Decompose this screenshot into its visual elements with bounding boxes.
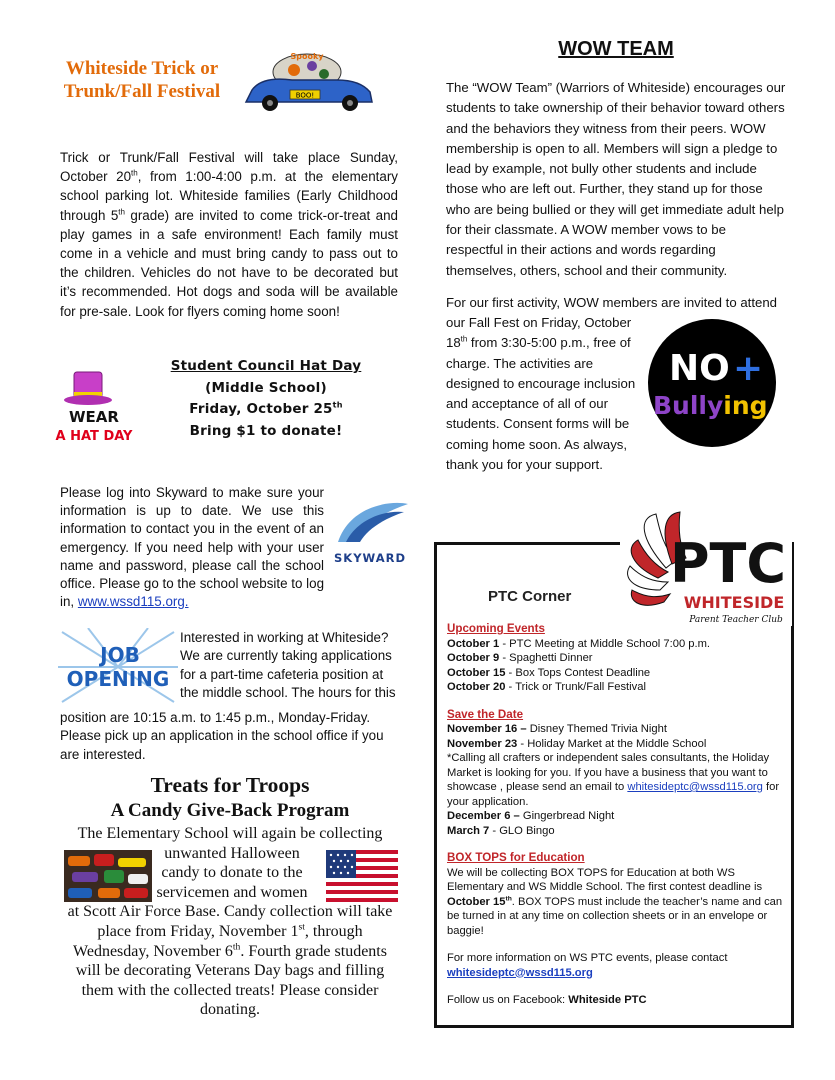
car-trunk-image (232, 50, 382, 112)
ptc-facebook: Follow us on Facebook: Whiteside PTC (447, 994, 647, 1006)
job-opening-image (58, 628, 178, 706)
hat-word-wear: WEAR (69, 408, 119, 426)
ptc-contact-email-link[interactable]: whitesideptc@wssd115.org (447, 966, 593, 979)
upcoming-events-heading: Upcoming Events (447, 622, 545, 635)
svg-text:PTC: PTC (669, 532, 787, 595)
trick-or-trunk-body: Trick or Trunk/Fall Festival will take place Sunday, October 20th, from 1:00-4:00 p.m. at the elementary school parking lot. Whiteside families (Early Childhood through 5th grade) are invited to come trick-or-treat and play games in a safe environment! Each family must come in a vehicle and must bring candy to pass out to the children. Vehicles do not have to be decorated but it’s recommended. Hot dogs and soda will be available for pre-sale. Look for flyers coming home soon! (60, 150, 398, 319)
job-opening-body-cont: position are 10:15 a.m. to 1:45 p.m., Monday-Friday. Please pick up an application in the school office if you are interested. (60, 710, 384, 762)
council-school: (Middle School) (205, 379, 327, 396)
save-date-item: November 23 - Holiday Market at the Middle School (447, 737, 707, 750)
save-date-item: December 6 – Gingerbread Night (447, 810, 615, 822)
wow-activity-body: our Fall Fest on Friday, October 18th from 3:30-5:00 p.m., free of charge. The activities are designed to encourage inclusion and acceptance of all of our students. Consent forms will be coming home soon. As always, thank you for your support. (446, 315, 636, 473)
ptc-email-link[interactable]: whitesideptc@wssd115.org (627, 781, 763, 793)
svg-text:OPENING: OPENING (66, 667, 170, 691)
svg-text:Bullying: Bullying (653, 391, 768, 420)
box-tops-heading: BOX TOPS for Education (447, 851, 585, 864)
box-tops-body: We will be collecting BOX TOPS for Education at both WS Elementary and WS Middle School. The first contest deadline is October 15th. BOX TOPS must include the teacher’s name and can be turned in at any time on collection sheets or in an envelope or baggie! (447, 866, 783, 937)
svg-text:JOB: JOB (100, 643, 140, 667)
save-date-item: March 7 - GLO Bingo (447, 824, 555, 837)
save-the-date-heading: Save the Date (447, 707, 524, 721)
wow-activity-intro: For our first activity, WOW members are invited to attend (446, 295, 778, 310)
hat-word-day: A HAT DAY (55, 429, 133, 444)
treats-for-troops-body: The Elementary School will again be collecting unwanted Halloween candy to donate to the servicemen and women at Scott Air Force Base. Candy collection will take place from Friday, November 1st, through Wednesday, November 6th. Fourth grade students will be decorating Veterans Day bags and filling them with the collected treats! Please consider donating. (67, 825, 393, 1019)
upcoming-event: October 20 - Trick or Trunk/Fall Festival (447, 681, 646, 693)
upcoming-event: October 1 - PTC Meeting at Middle School 7:00 p.m. (447, 637, 711, 650)
wear-a-hat-day-image (44, 370, 144, 454)
svg-text:NO: NO (669, 348, 730, 389)
car-plate: BOO! (295, 91, 315, 100)
svg-text:+: + (733, 348, 764, 389)
ptc-info: For more information on WS PTC events, please contact whitesideptc@wssd115.org (447, 952, 728, 979)
car-banner: Spooky (290, 52, 324, 61)
skyward-notice: Please log into Skyward to make sure your information is up to date. We use this information to contact you in the event of an emergency. If you need help with your user name and password, please call the school office. Please go to the school website to log in, www.wssd115.org. (60, 485, 325, 610)
student-council-hat-day (150, 356, 382, 442)
svg-text:Parent Teacher Club: Parent Teacher Club (689, 615, 783, 625)
trick-or-trunk-title: Whiteside Trick or Trunk/Fall Festival (63, 58, 221, 102)
council-donate: Bring $1 to donate! (189, 422, 343, 439)
ptc-content (447, 622, 787, 1008)
council-title: Student Council Hat Day (170, 358, 362, 374)
council-date: Friday, October 25th (189, 399, 343, 417)
ptc-corner-title: PTC Corner (488, 588, 572, 605)
skyward-logo (330, 496, 410, 576)
wow-team-body: The “WOW Team” (Warriors of Whiteside) encourages our students to take ownership of their behavior toward others and the behaviors they witness from their peers. WOW membership is open to all. Members will sign a pledge to lead by example, not bully other students and include those who are left out. Further, they stand up for those who are being bullied or they will get immediate adult help for their classmate. A WOW member vows to be respectful in their actions and words regarding themselves, others, school and their community. (446, 80, 786, 278)
no-bullying-image (647, 318, 777, 448)
wow-team-title: WOW TEAM (558, 38, 674, 60)
svg-text:WHITESIDE: WHITESIDE (683, 593, 785, 612)
school-website-link[interactable]: www.wssd115.org. (77, 594, 189, 610)
upcoming-event: October 9 - Spaghetti Dinner (447, 652, 593, 664)
job-opening-body: Interested in working at Whiteside? We are currently taking applications for a part-time cafeteria position at the middle school. The hours for this (180, 630, 396, 700)
ptc-whiteside-logo (620, 508, 792, 626)
svg-text:SKYWARD: SKYWARD (334, 551, 406, 565)
save-date-item: November 16 – Disney Themed Trivia Night (447, 723, 667, 735)
upcoming-event: October 15 - Box Tops Contest Deadline (447, 666, 651, 679)
holiday-market-note: *Calling all crafters or independent sales consultants, the Holiday Market is looking for you. If you have a business that you want to showcase , please send an email to whitesideptc@wssd115.org for your application. (447, 752, 780, 808)
treats-for-troops-title: Treats for Troops (150, 773, 310, 797)
treats-for-troops-subtitle: A Candy Give-Back Program (110, 800, 350, 821)
